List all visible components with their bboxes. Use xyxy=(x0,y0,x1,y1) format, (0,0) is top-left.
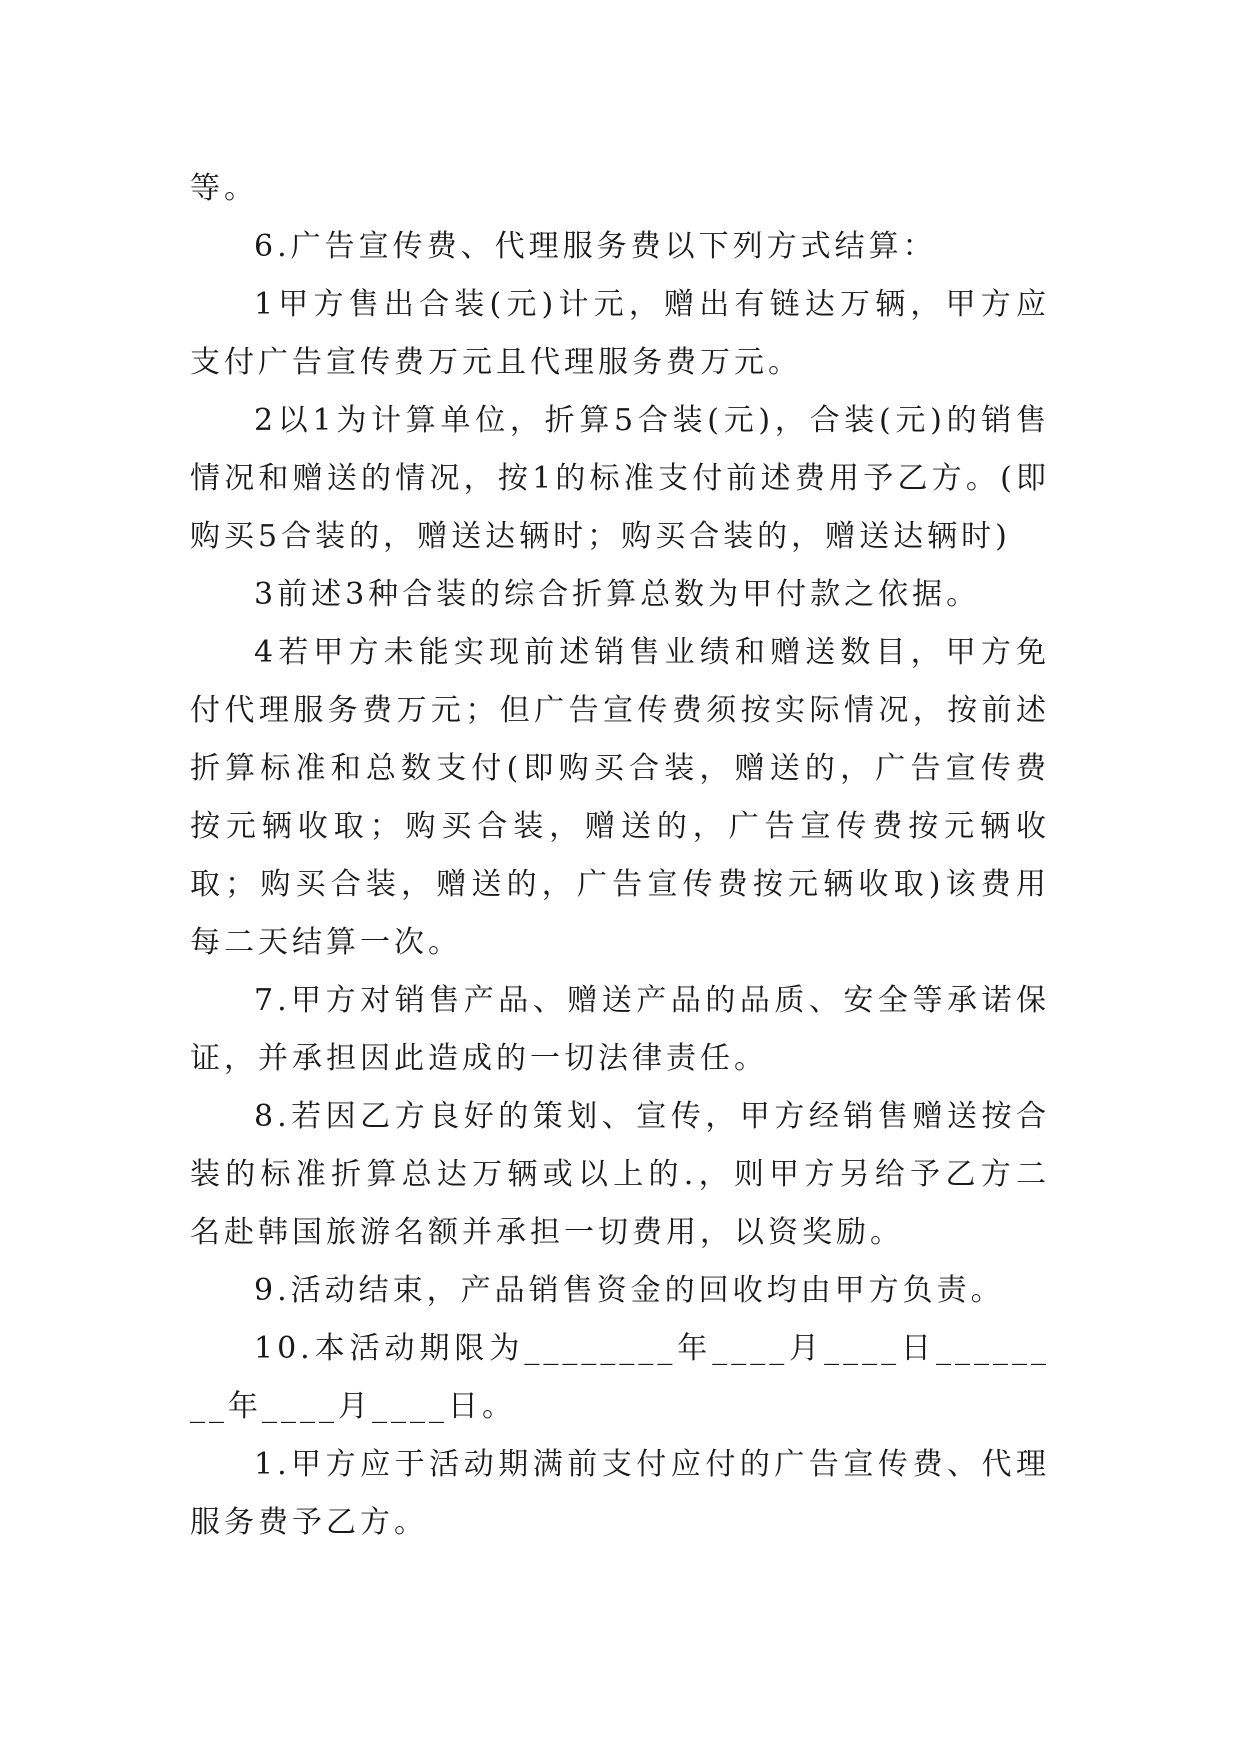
paragraph-item-4: 4若甲方未能实现前述销售业绩和赠送数目，甲方免付代理服务费万元；但广告宣传费须按实际情况，按前述折算标准和总数支付(即购买合装，赠送的，广告宣传费按元辆收取；购买合装，赠送的，广告宣传费按元辆收取；购买合装，赠送的，广告宣传费按元辆收取)该费用每二天结算一次。 xyxy=(190,635,1050,960)
paragraph-clause-10: 10.本活动期限为________年____月____日________年____月____日。 xyxy=(190,1331,1050,1424)
paragraph-clause-9: 9.活动结束，产品销售资金的回收均由甲方负责。 xyxy=(254,1273,1005,1308)
paragraph-clause-6: 6.广告宣传费、代理服务费以下列方式结算： xyxy=(254,229,937,264)
paragraph-item-1: 1甲方售出合装(元)计元，赠出有链达万辆，甲方应支付广告宣传费万元且代理服务费万元。 xyxy=(190,287,1050,380)
paragraph-continuation: 等。 xyxy=(190,171,258,206)
paragraph-payment-1: 1.甲方应于活动期满前支付应付的广告宣传费、代理服务费予乙方。 xyxy=(190,1447,1050,1540)
paragraph-clause-8: 8.若因乙方良好的策划、宣传，甲方经销售赠送按合装的标准折算总达万辆或以上的.，则甲方另给予乙方二名赴韩国旅游名额并承担一切费用，以资奖励。 xyxy=(190,1099,1050,1250)
paragraph-item-2: 2以1为计算单位，折算5合装(元)，合装(元)的销售情况和赠送的情况，按1的标准支付前述费用予乙方。(即购买5合装的，赠送达辆时；购买合装的，赠送达辆时) xyxy=(190,403,1050,554)
paragraph-item-3: 3前述3种合装的综合折算总数为甲付款之依据。 xyxy=(254,577,981,612)
document-body xyxy=(190,160,1050,1552)
paragraph-clause-7: 7.甲方对销售产品、赠送产品的品质、安全等承诺保证，并承担因此造成的一切法律责任。 xyxy=(190,983,1050,1076)
